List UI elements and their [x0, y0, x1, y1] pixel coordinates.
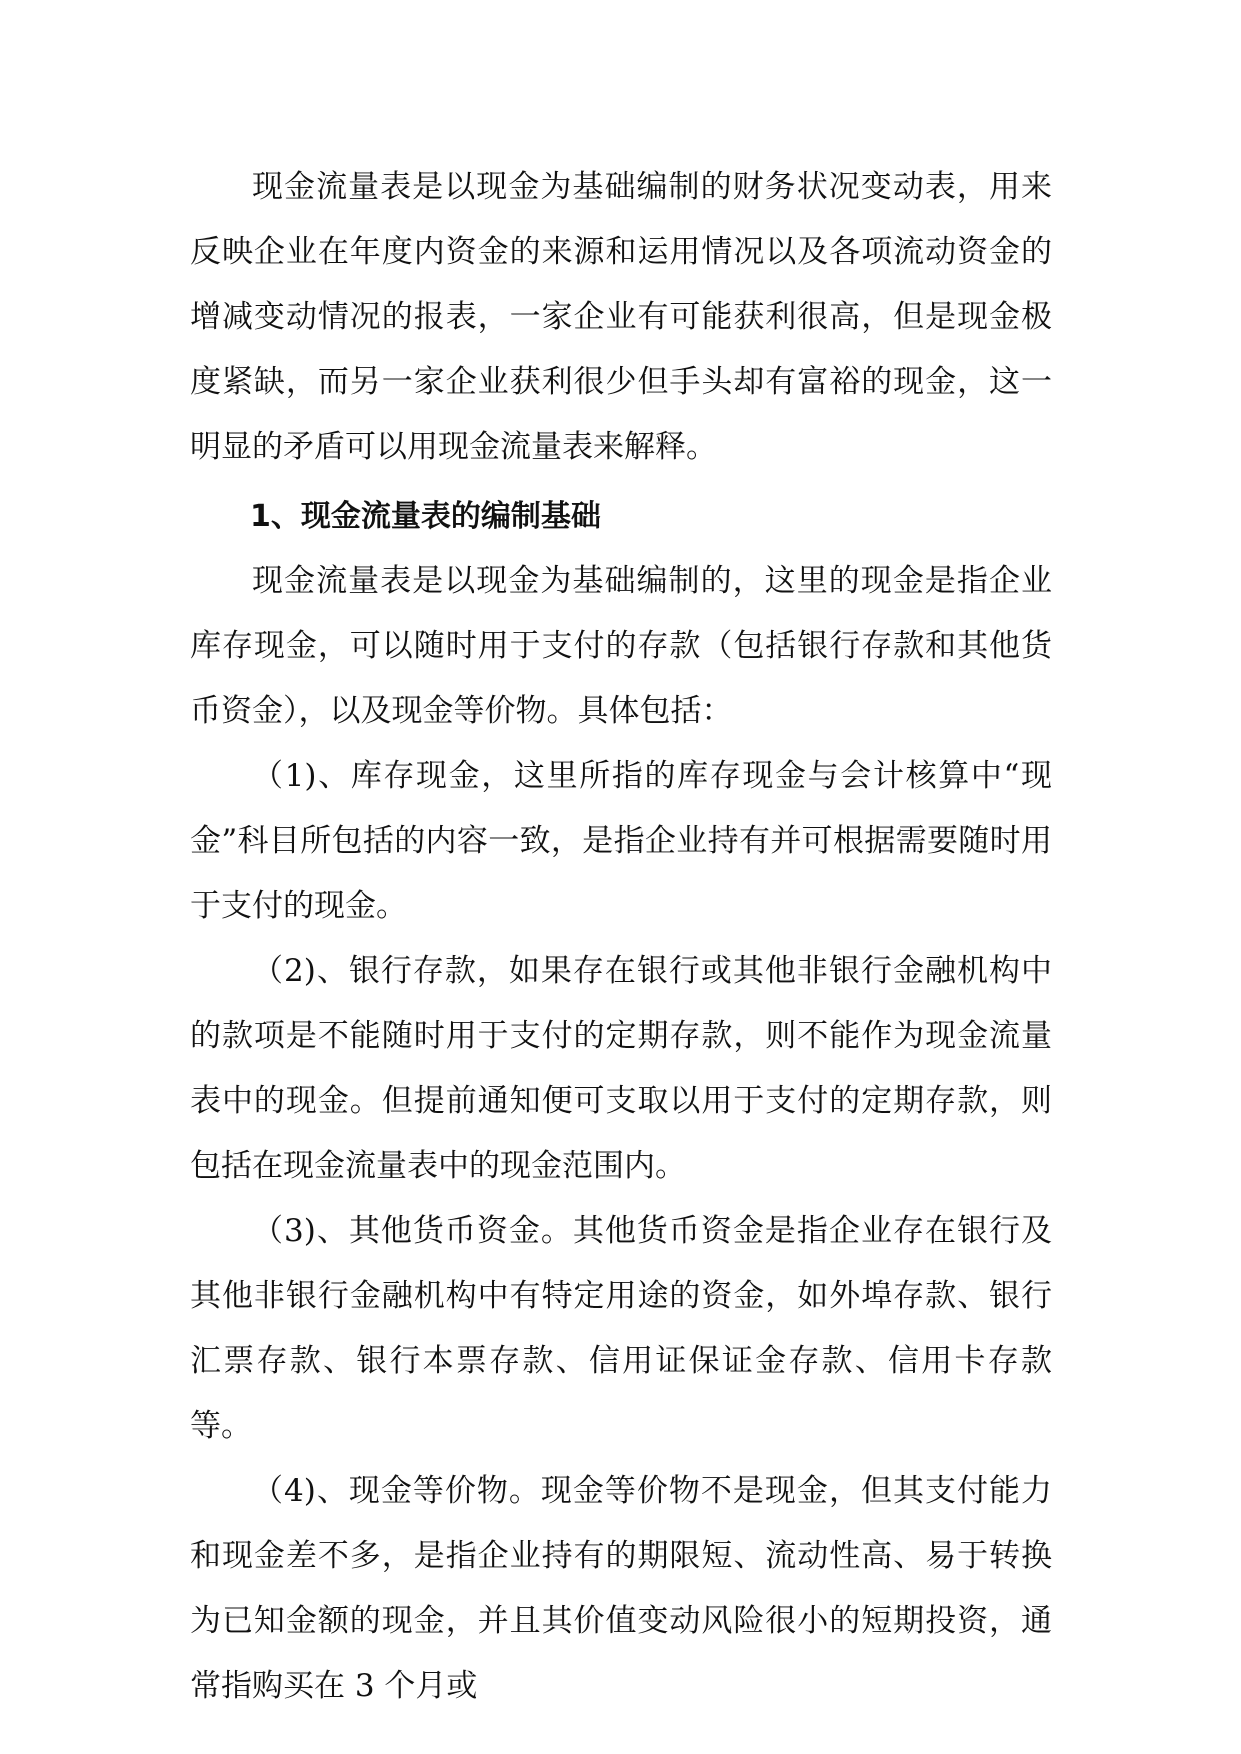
item-4-paragraph: （4)、现金等价物。现金等价物不是现金，但其支付能力和现金差不多，是指企业持有的期限短、流动性高、易于转换为已知金额的现金，并且其价值变动风险很小的短期投资，通常指购买在 3 个月或 — [190, 1473, 1052, 1704]
document-page — [190, 155, 1052, 1719]
item-1-paragraph: （1)、库存现金，这里所指的库存现金与会计核算中“现金”科目所包括的内容一致，是指企业持有并可根据需要随时用于支付的现金。 — [190, 758, 1052, 924]
section-intro-paragraph: 现金流量表是以现金为基础编制的，这里的现金是指企业库存现金，可以随时用于支付的存款（包括银行存款和其他货币资金），以及现金等价物。具体包括： — [190, 563, 1052, 729]
section-heading: 1、现金流量表的编制基础 — [250, 499, 601, 534]
item-2-paragraph: （2)、银行存款，如果存在银行或其他非银行金融机构中的款项是不能随时用于支付的定期存款，则不能作为现金流量表中的现金。但提前通知便可支取以用于支付的定期存款，则包括在现金流量表中的现金范围内。 — [190, 953, 1052, 1184]
item-3-paragraph: （3)、其他货币资金。其他货币资金是指企业存在银行及其他非银行金融机构中有特定用途的资金，如外埠存款、银行汇票存款、银行本票存款、信用证保证金存款、信用卡存款等。 — [190, 1213, 1052, 1444]
intro-paragraph: 现金流量表是以现金为基础编制的财务状况变动表，用来反映企业在年度内资金的来源和运用情况以及各项流动资金的增减变动情况的报表，一家企业有可能获利很高，但是现金极度紧缺，而另一家企业获利很少但手头却有富裕的现金，这一明显的矛盾可以用现金流量表来解释。 — [190, 169, 1052, 465]
